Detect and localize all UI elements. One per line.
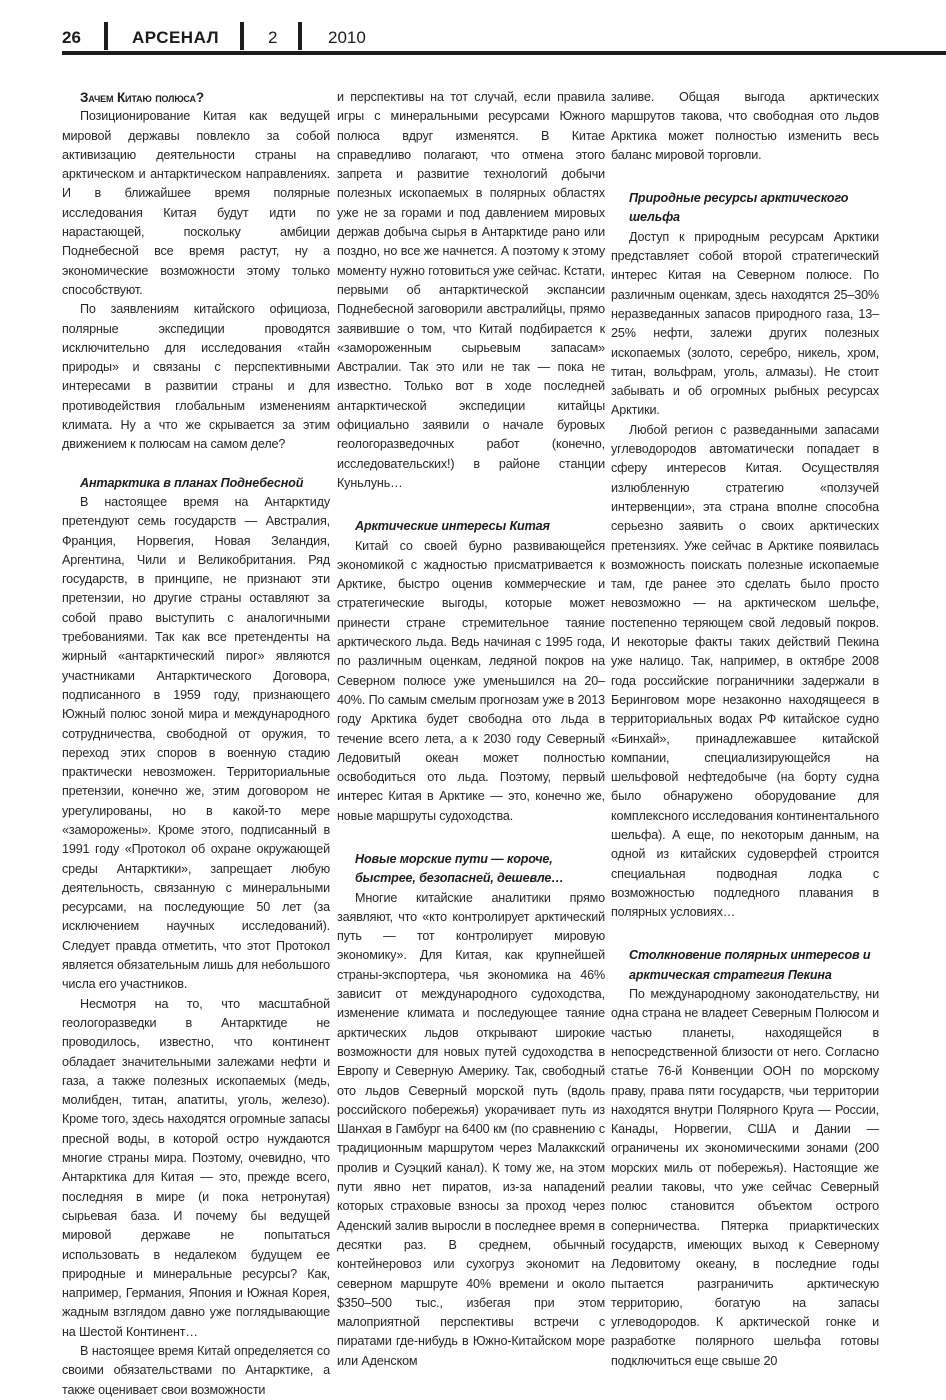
section-heading: Столкновение полярных интересов и арктическая стратегия Пекина: [629, 948, 871, 982]
paragraph: В настоящее время на Антарктиду претендуют семь государств — Австралия, Франция, Норвегия, Новая Зеландия, Аргентина, Чили и Великобритания. Ряд государств, в принципе, не признают эти претензии, но другие страны оставляют за собой право выступить с аналогичными требованиями. Так как все претенденты на жирный «антарктический пирог» являются участниками Антарктического Договора, подписанного в 1959 году, признающего Южный полюс зоной мира и международного сотрудничества, свободной от оружия, то переход этих споров в военную стадию практически невозможен. Территориальные претензии, конечно же, этим договором не урегулированы, но в какой-то мере «заморожены». Кроме этого, подписанный в 1991 году «Протокол об охране окружающей среды Антарктики», запрещает любую деятельность, связанную с минеральными ресурсами, на последующие 50 лет (за исключением научных исследований). Следует правда отметить, что этот Протокол является обязательным лишь для небольшого числа его участников.: [62, 494, 330, 992]
paragraph-continued: и перспективы на тот случай, если правила игры с минеральными ресурсами Южного полюса вдруг изменятся. В Китае справедливо полагают, что отмена этого запрета и развитие технологий добычи полезных ископаемых в полярных областях уже не за горами и под давлением мировых держав добыча сырья в Антарктиде рано или поздно, но все же начнется. А поэтому к этому моменту нужно готовиться уже сейчас. Кстати, первыми об антарктической экспансии Поднебесной заговорили австралийцы, прямо заявившие о том, что Китай подбирается к «замороженным сырьевым запасам» Австралии. Так это или не так — пока не известно. Только вот в ходе последней антарктической экспедиции китайцы официально заявили о начале буровых геологоразведочных работ (конечно, исследовательских!) в районе станции Куньлунь…: [337, 90, 605, 490]
paragraph: По международному законодательству, ни одна страна не владеет Северным Полюсом и частью планеты, находящейся в непосредственной близости от него. Согласно статье 76-й Конвенции ООН по морскому праву, права пяти государств, чьи территории находятся внутри Полярного Круга — России, Канады, Норвегии, США и Дании — ограничены их экономическими зонами (200 морских миль от побережья). Настоящие же реалии таковы, что уже сейчас Северный полюс становится объектом острого соперничества. Пятерка приарктических государств, имеющих выход к Северному Ледовитому океану, в последние годы пытается разграничить арктическую территорию, богатую на запасы углеводородов. К арктической гонке и разработке полярного шельфа готовы подключиться еще свыше 20: [611, 987, 879, 1368]
paragraph-continued: заливе. Общая выгода арктических маршрутов такова, что свободная ото льдов Арктика может полностью изменить весь баланс мировой торговли.: [611, 90, 879, 162]
paragraph: По заявлениям китайского официоза, полярные экспедиции проводятся исключительно для исследования «тайн природы» и связаны с перспективными интересами в развитии страны и для противодействия глобальным изменениям климата. Ну а что же скрывается за этим движением к полюсам на самом деле?: [62, 302, 330, 452]
article-column-3: [611, 88, 879, 1371]
paragraph: Любой регион с разведанными запасами углеводородов автоматически попадает в сферу интересов Китая. Осуществляя излюбленную стратегию «ползучей интервенции», эта страна вполне способна серьезно заявить о своих арктических претензиях. Уже сейчас в Арктике появилась возможность поискать полезные ископаемые там, где ранее это сделать было просто невозможно — на арктическом шельфе, постепенно теряющем свой ледовый покров. И некоторые факты таких действий Пекина уже налицо. Так, например, в октябре 2008 года российские пограничники задержали в Беринговом море незаконно находящееся в территориальных водах РФ китайское судно «Бинхай», принадлежавшее китайской компании, специализирующейся на шельфовой нефтедобыче (на борту судна было обнаружено оборудование для комплексного исследования континентального шельфа). А еще, по некоторым данным, на одной из китайских судоверфей строится специальная подводная лодка с возможностью подледного плавания в полярных условиях…: [611, 422, 879, 920]
issue-year: 2010: [328, 28, 366, 47]
paragraph: Позиционирование Китая как ведущей мировой державы повлекло за собой активизацию деятельности страны на арктическом и антарктическом направлениях. И в ближайшее время полярные исследования Китая будут идти по нарастающей, поскольку амбиции Поднебесной все время растут, ну а экономические возможности этому только способствуют.: [62, 109, 330, 297]
header-separator: [298, 22, 302, 50]
paragraph: Китай со своей бурно развивающейся экономикой с жадностью присматривается к Арктике, быстро оценив коммерческие и стратегические выгоды, которые может принести стране стремительное таяние арктического льда. Ведь начиная с 1995 года, по различным оценкам, ледяной покров на Северном полюсе уже уменьшился на 20–40%. По самым смелым прогнозам уже в 2013 году Арктика будет свободна ото льда в течение всего лета, а к 2030 году Северный Ледовитый океан может полностью освободиться ото льда. Поэтому, первый интерес Китая в Арктике — это, конечно же, новые маршруты судоходства.: [337, 538, 605, 823]
section-heading: Новые морские пути — короче, быстрее, безопасней, дешевле…: [355, 851, 564, 886]
paragraph: Доступ к природным ресурсам Арктики представляет собой второй стратегический интерес Китая на Северном полюсе. По различным оценкам, здесь находятся 25–30% неразведанных запасов природного газа, 13–25% нефти, залежи других полезных ископаемых (золото, серебро, никель, хром, титан, вольфрам, уголь, алмазы). Не стоит забывать и об огромных рыбных ресурсах Арктики.: [611, 229, 879, 418]
page-number: 26: [62, 28, 81, 47]
article-column-1: [62, 88, 330, 1400]
issue-number: 2: [268, 28, 278, 47]
magazine-title: АРСЕНАЛ: [132, 28, 219, 47]
section-heading: Природные ресурсы арктического шельфа: [629, 191, 849, 225]
paragraph: Многие китайские аналитики прямо заявляют, что «кто контролирует арктический путь — тот контролирует мировую экономику». Для Китая, как крупнейшей страны-экспортера, чья экономика на 46% зависит от международного судоходства, изменение климата и последующее таяние арктических льдов открывают широкие возможности для новых путей судоходства в Европу и Северную Америку. Так, свободный ото льдов Северный морской путь (вдоль российского побережья) укорачивает путь из Шанхая в Гамбург на 6400 км (по сравнению с традиционным маршрутом через Малаккский пролив и Суэцкий канал). К тому же, на этом пути явно нет пиратов, из-за нападений которых страховые взносы за проход через Аденский залив выросли в последнее время в десятки раз. В среднем, обычный контейнеровоз или сухогруз экономит на северном маршруте 40% времени и около $350–500 тыс., избегая при этом малоприятной перспективы встречи с пиратами где-нибудь в Южно-Китайском море или Аденском: [337, 890, 605, 1368]
paragraph: Несмотря на то, что масштабной геологоразведки в Антарктиде не проводилось, известно, что континент обладает значительными залежами нефти и газа, а также полезных ископаемых (медь, молибден, титан, апатиты, уголь, железо). Кроме того, здесь находятся огромные запасы пресной воды, в которой остро нуждаются многие страны мира. Поэтому, очевидно, что Антарктика для Китая — это, прежде всего, последняя в мире (и пока нетронутая) сырьевая база. И почему бы ведущей мировой державе не попытаться использовать в недалеком будущем ее природные и минеральные ресурсы? Как, например, Германия, Япония и Южная Корея, жадным взглядом давно уже поглядывающие на Шестой Континент…: [62, 996, 330, 1339]
header-separator: [104, 22, 108, 50]
paragraph: В настоящее время Китай определяется со своими обязательствами по Антарктике, а также оценивает свои возможности: [62, 1344, 330, 1397]
page-header: [62, 22, 946, 52]
article-column-2: [337, 88, 605, 1371]
header-rule: [62, 51, 946, 55]
section-heading: Антарктика в планах Поднебесной: [80, 475, 304, 490]
section-heading: Арктические интересы Китая: [355, 519, 550, 534]
section-heading: Зачем Китаю полюса?: [80, 90, 204, 105]
header-separator: [240, 22, 244, 50]
